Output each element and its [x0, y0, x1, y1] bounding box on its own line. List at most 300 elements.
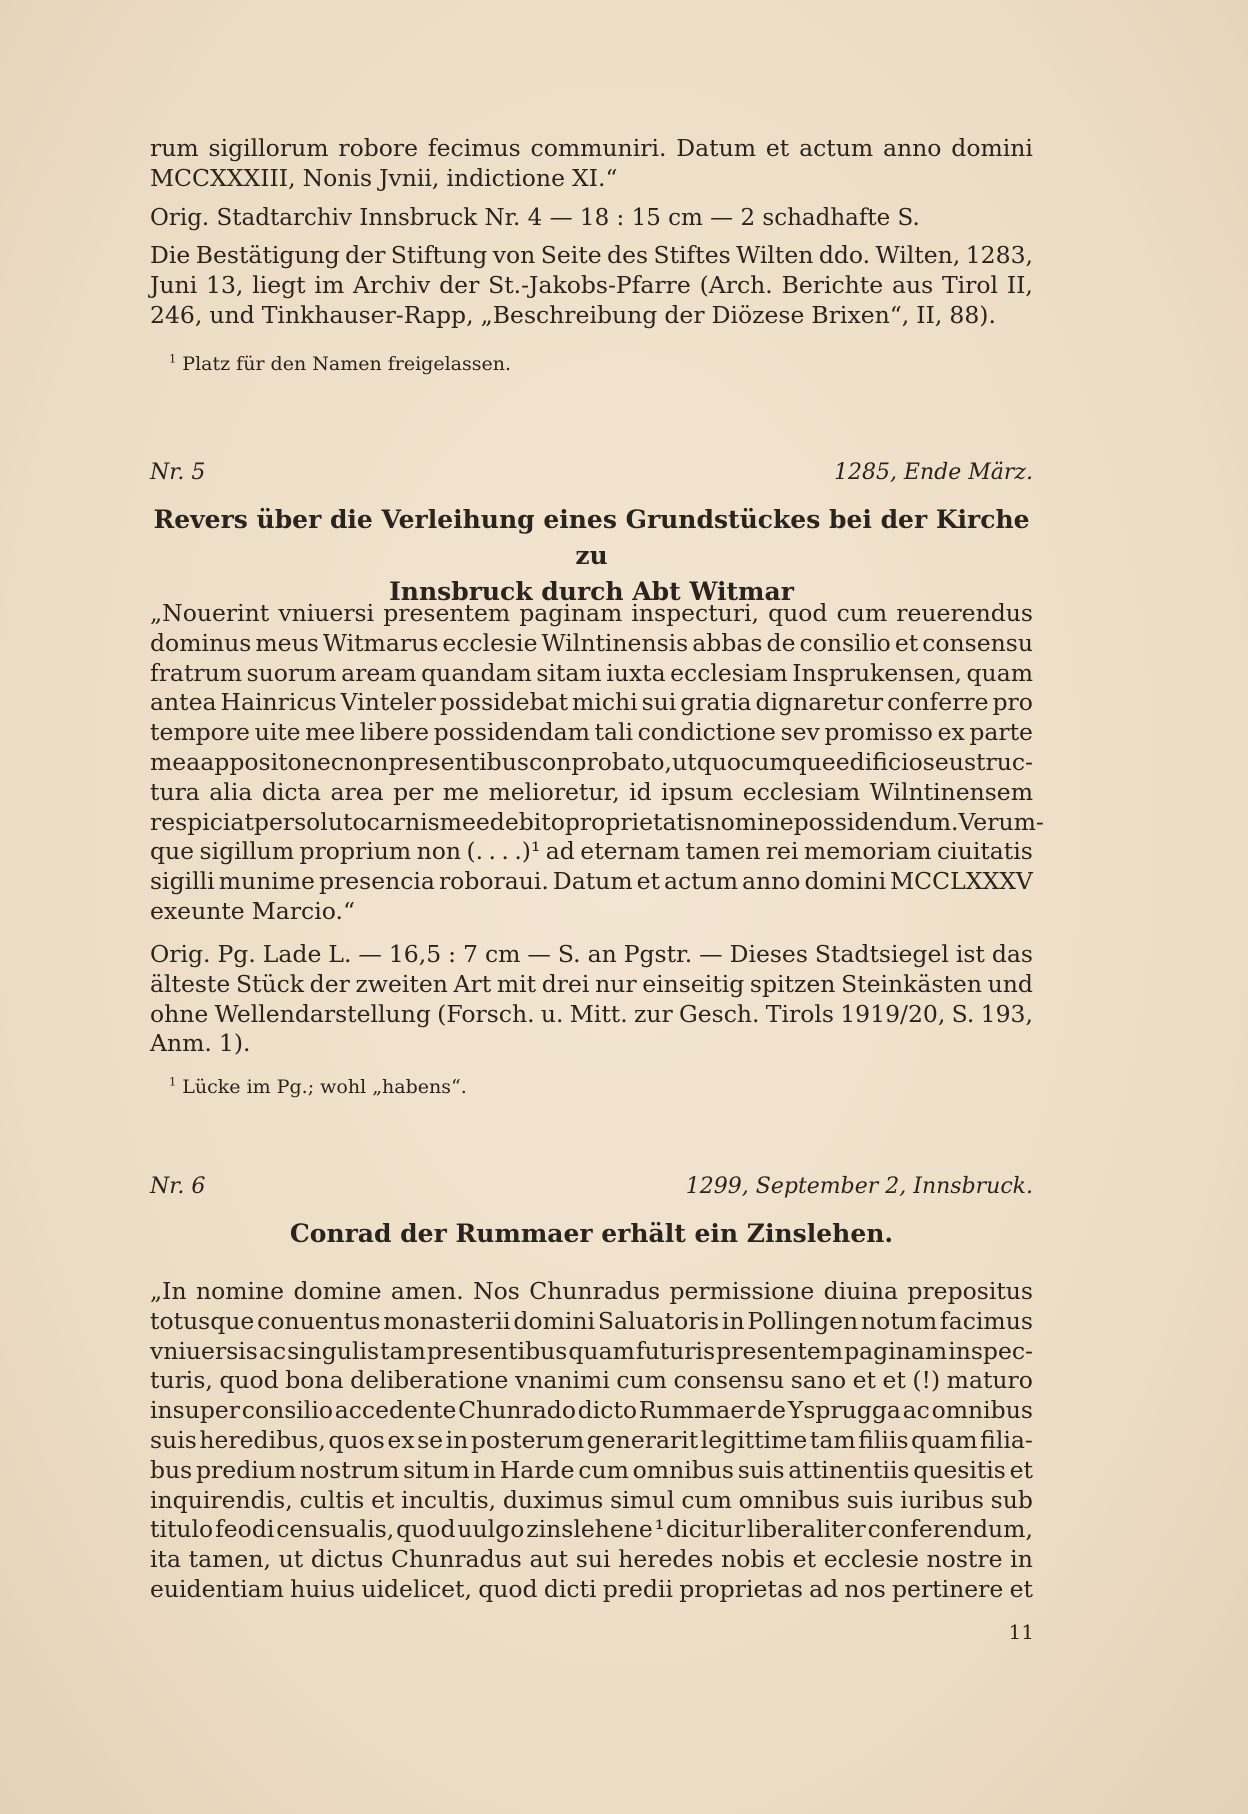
word: parte	[969, 718, 1033, 747]
word: quos	[328, 1425, 385, 1454]
word: predii	[602, 1574, 674, 1603]
word: quam	[966, 658, 1033, 687]
text-line	[150, 688, 1033, 718]
word: ac	[902, 1396, 930, 1425]
word: (Arch.	[699, 270, 773, 299]
word: aus	[891, 270, 934, 299]
word: notum	[861, 1306, 938, 1335]
word: quod	[478, 1574, 538, 1603]
word: 7	[463, 940, 478, 968]
word: conferendum,	[867, 1515, 1033, 1544]
word: sui	[641, 688, 677, 717]
word: Tinkhauser-Rapp,	[261, 300, 474, 329]
word: das	[991, 940, 1033, 968]
word: prepositus	[907, 1277, 1033, 1305]
word: et	[792, 1545, 817, 1574]
word: gratia	[680, 688, 752, 717]
word: L.	[328, 940, 352, 968]
word: Steinkästen	[841, 969, 982, 998]
word: Stadtsiegel	[814, 940, 949, 968]
word: Diözese	[711, 300, 805, 329]
word: aut	[529, 1545, 569, 1574]
word: ut	[672, 747, 697, 776]
text-line	[150, 837, 1033, 867]
word: 1283,	[965, 241, 1033, 269]
word: cultis	[299, 1485, 365, 1514]
word: suorum	[246, 658, 337, 687]
text-line	[150, 241, 1033, 271]
word: simul	[610, 1485, 675, 1514]
document-header	[150, 1174, 1033, 1199]
quote-continuation	[150, 134, 1033, 194]
word: edificio	[835, 747, 923, 776]
word: quam	[911, 1425, 978, 1454]
word: Berichte	[781, 270, 884, 299]
word: „In	[150, 1277, 187, 1305]
word: 88).	[949, 300, 996, 329]
word: vniuersis	[150, 1336, 258, 1365]
word: mee	[305, 718, 356, 747]
word: Verum-	[958, 807, 1044, 836]
word: (Forsch.	[437, 999, 535, 1028]
text-line	[150, 778, 1033, 808]
text-line	[150, 940, 1033, 970]
word: possidendam	[433, 718, 590, 747]
word: et	[765, 134, 790, 162]
word: spitzen	[749, 969, 836, 998]
word: cum	[578, 1455, 629, 1484]
document-date: 1285, Ende März.	[833, 460, 1033, 485]
word: titulo	[150, 1515, 214, 1544]
word: bus	[150, 1455, 193, 1484]
word: uidelicet,	[361, 1574, 472, 1603]
word: nomine	[195, 1277, 285, 1305]
word: et	[882, 1366, 906, 1395]
word: melioretur,	[488, 777, 620, 806]
word: ex	[387, 1425, 415, 1454]
word: nur	[595, 969, 637, 998]
word: consensu	[673, 1366, 785, 1395]
word: amen.	[390, 1277, 464, 1305]
word: eternam	[580, 837, 681, 866]
word: totusque	[150, 1306, 255, 1335]
word: proprietas	[679, 1574, 803, 1603]
word: in	[473, 1455, 497, 1484]
word: und	[209, 300, 255, 329]
word: Wilntinensem	[869, 777, 1033, 806]
word: omnibus	[632, 1455, 734, 1484]
word: exeunte	[150, 896, 245, 925]
text-line	[150, 867, 1033, 897]
document-header	[150, 460, 1033, 485]
word: nostrum	[299, 1455, 400, 1484]
word: tura	[150, 777, 200, 806]
word: et	[1009, 1455, 1033, 1484]
orig-note	[150, 940, 1033, 1059]
word: meus	[255, 628, 319, 657]
word: presentem	[716, 1336, 844, 1365]
word: ohne	[150, 999, 209, 1028]
word: Hainricus	[220, 688, 337, 717]
word: sub	[990, 1485, 1033, 1514]
word: possidebat	[439, 688, 569, 717]
word: Pollingen	[747, 1306, 859, 1335]
word: quocumque	[696, 747, 836, 776]
word: respiciat	[150, 807, 254, 836]
word: possidendum.	[793, 807, 959, 836]
word: quod	[219, 1366, 279, 1395]
word: reuerendus	[896, 599, 1033, 627]
word: debito	[489, 807, 565, 836]
word: quandam	[421, 658, 532, 687]
word: incultis,	[401, 1485, 497, 1514]
word: suis	[737, 1455, 785, 1484]
word: Wilten,	[875, 241, 961, 269]
word: ist	[955, 940, 985, 968]
word: mee	[439, 807, 490, 836]
word: de	[757, 1396, 787, 1425]
word: und	[987, 969, 1033, 998]
word: II,	[1006, 270, 1033, 299]
word: et	[852, 1366, 876, 1395]
word: consilio	[241, 1396, 333, 1425]
word: Bestätigung	[195, 241, 340, 269]
word: diuina	[823, 1277, 899, 1305]
word: pro	[992, 688, 1033, 717]
word: sigilli	[150, 867, 215, 896]
text-line	[150, 1000, 1033, 1030]
word: de	[766, 628, 796, 657]
word: ecclesie	[823, 1545, 919, 1574]
word: mit	[496, 969, 537, 998]
word: suis	[150, 1425, 197, 1454]
word: Harde	[499, 1455, 575, 1484]
word: rei	[765, 837, 799, 866]
word: ad	[809, 1574, 839, 1603]
word: euidentiam	[150, 1574, 284, 1603]
word: se	[417, 1425, 444, 1454]
word: tam	[380, 1336, 426, 1365]
word: bona	[285, 1366, 344, 1395]
word: actum	[663, 867, 739, 896]
word: tam	[809, 1425, 856, 1454]
word: monasterii	[383, 1306, 511, 1335]
word: u.	[540, 999, 564, 1028]
word: Juni	[150, 270, 198, 299]
word: cum	[836, 599, 888, 627]
word: Jvnii,	[379, 163, 440, 192]
word: indictione	[446, 163, 565, 192]
text-line	[150, 1307, 1033, 1337]
document-number: Nr. 5	[150, 460, 206, 485]
word: ecclesiam	[670, 658, 788, 687]
text-line	[150, 1486, 1033, 1516]
text-line	[150, 718, 1033, 748]
word: consilio	[799, 628, 891, 657]
word: iuxta	[606, 658, 666, 687]
word: attinentiis	[788, 1455, 910, 1484]
document-text	[150, 1277, 1033, 1605]
word: anno	[742, 867, 801, 896]
word: Nos	[473, 1277, 520, 1305]
word: Stiftung	[390, 241, 488, 269]
word: der	[439, 270, 480, 299]
footnote-mark: 1	[169, 1074, 177, 1089]
word: huius	[290, 1574, 356, 1603]
word: aream	[341, 658, 417, 687]
word: inspec-	[948, 1336, 1033, 1365]
document-text	[150, 599, 1044, 927]
text-line	[150, 1426, 1033, 1456]
word: persoluto	[253, 807, 367, 836]
word: XI.“	[572, 163, 618, 192]
word: rum	[150, 134, 199, 162]
word: dicto	[577, 1396, 638, 1425]
word: paginam	[519, 599, 623, 627]
word: dicta	[261, 777, 322, 806]
word: des	[607, 241, 649, 269]
word: einseitig	[642, 969, 745, 998]
word: (!)	[912, 1366, 941, 1395]
word: Die	[150, 241, 191, 269]
text-line	[150, 1277, 1033, 1307]
word: presentibus	[426, 1336, 568, 1365]
word: que	[150, 837, 195, 866]
word: nobis	[721, 1545, 785, 1574]
word: an	[587, 940, 617, 968]
title-line: Revers über die Verleihung eines Grundstückes bei der Kirche zu	[153, 505, 1030, 570]
word: der	[664, 300, 705, 329]
word: paginam	[844, 1336, 948, 1365]
word: Orig.	[150, 940, 211, 968]
word: actum	[799, 134, 874, 162]
word: michi	[572, 688, 638, 717]
word: conuentus	[257, 1306, 381, 1335]
word: zweiten	[355, 969, 448, 998]
word: Pgstr.	[623, 940, 693, 968]
word: liegt	[252, 270, 306, 299]
text-line	[150, 748, 1033, 778]
text-line	[150, 970, 1033, 1000]
word: —	[358, 940, 382, 968]
word: ddo.	[818, 241, 871, 269]
word: necnon	[301, 747, 389, 776]
word: in	[445, 1425, 469, 1454]
word: „Nouerint	[150, 599, 270, 627]
word: Stück	[235, 969, 305, 998]
word: memoriam	[803, 837, 932, 866]
word: domini	[513, 1306, 596, 1335]
word: per	[393, 777, 434, 806]
word: nostre	[926, 1545, 1003, 1574]
word: et	[894, 628, 919, 657]
word: fratrum	[150, 658, 243, 687]
text-line	[150, 301, 1033, 331]
word: omnibus	[931, 1396, 1033, 1425]
word: condictione	[637, 718, 776, 747]
word: inspecturi,	[631, 599, 760, 627]
word: uulgo	[457, 1515, 525, 1544]
word: St.-Jakobs-Pfarre	[488, 270, 691, 299]
word: turis,	[150, 1366, 213, 1395]
word: in	[1010, 1545, 1033, 1574]
word: MCCXXXIII,	[150, 163, 296, 192]
word: suis	[846, 1485, 894, 1514]
word: Art	[453, 969, 492, 998]
word: proprium	[299, 837, 412, 866]
word: fecimus	[427, 134, 521, 162]
title-line: Innsbruck durch Abt Witmar	[389, 577, 794, 606]
word: Datum	[552, 867, 633, 896]
word: ecclesiam	[742, 777, 861, 806]
word: Datum	[676, 134, 757, 162]
text-line	[150, 1396, 1033, 1426]
word: uite	[254, 718, 301, 747]
word: „Beschreibung	[480, 300, 658, 329]
word: der	[309, 969, 350, 998]
word: domine	[293, 1277, 382, 1305]
word: abbas	[692, 628, 763, 657]
word: censualis,	[276, 1515, 395, 1544]
word: Archiv	[353, 270, 431, 299]
word: sui	[575, 1545, 611, 1574]
word: Mitt.	[569, 999, 628, 1028]
text-line	[150, 807, 1044, 838]
word: 193,	[980, 999, 1033, 1028]
word: —	[699, 940, 723, 968]
text-line	[150, 1515, 1033, 1545]
text-line	[150, 271, 1033, 301]
text-line	[150, 1366, 1033, 1396]
word: legittime	[700, 1425, 808, 1454]
word: drei	[541, 969, 590, 998]
word: iuribus	[900, 1485, 984, 1514]
footnote	[150, 1074, 1052, 1100]
word: 16,5	[388, 940, 442, 968]
word: sano	[790, 1366, 847, 1395]
word: 1919/20,	[840, 999, 946, 1028]
word: proprietatis	[564, 807, 706, 836]
word: Pg.	[217, 940, 256, 968]
word: Vinteler	[340, 688, 436, 717]
word: presentem	[383, 599, 511, 627]
word: Dieses	[729, 940, 808, 968]
word: 246,	[150, 300, 203, 329]
word: vniuersi	[278, 599, 375, 627]
word: area	[330, 777, 384, 806]
word: mea	[150, 747, 201, 776]
word: .	[501, 837, 509, 866]
footnote-mark: 1	[169, 351, 177, 366]
word: alia	[209, 777, 253, 806]
word: Seite	[540, 241, 602, 269]
word: nos	[844, 1574, 886, 1603]
word: Chunrado	[458, 1396, 576, 1425]
word: sigillum	[199, 837, 295, 866]
word: der	[345, 241, 386, 269]
text-line	[150, 1337, 1033, 1367]
footnote-text: Platz für den Namen freigelassen.	[182, 353, 512, 375]
word: feodi	[215, 1515, 275, 1544]
word: tali	[594, 718, 634, 747]
footnote-text: Lücke im Pg.; wohl „habens“.	[182, 1076, 467, 1098]
word: presentibus	[388, 747, 529, 776]
word: sigillorum	[208, 134, 329, 162]
word: zur	[633, 999, 673, 1028]
text-line	[150, 1545, 1033, 1575]
word: conprobato,	[528, 747, 672, 776]
word: non	[416, 837, 462, 866]
word: presencia	[318, 867, 435, 896]
word: deliberatione	[350, 1366, 509, 1395]
word: duximus	[502, 1485, 604, 1514]
word: Saluatoris	[597, 1306, 720, 1335]
word: dicitur	[666, 1515, 746, 1544]
text-line	[150, 897, 1033, 927]
word: tempore	[150, 718, 250, 747]
word: tamen	[685, 837, 761, 866]
word: Rummaer	[638, 1396, 756, 1425]
word: struc-	[963, 747, 1033, 776]
word: dignaretur	[755, 688, 884, 717]
confirmation-note	[150, 241, 1033, 330]
word: insuper	[150, 1396, 241, 1425]
footnote	[150, 351, 1052, 377]
word: quam	[568, 1336, 635, 1365]
word: Nonis	[302, 163, 373, 192]
word: Tirols	[765, 999, 834, 1028]
word: liberaliter	[746, 1515, 866, 1544]
word: ex	[937, 718, 965, 747]
word: Chunradus	[529, 1277, 661, 1305]
word: apposito	[200, 747, 302, 776]
word: omnibus	[738, 1485, 840, 1514]
word: situm	[403, 1455, 470, 1484]
word: Anm.	[150, 1029, 212, 1058]
word: libere	[359, 718, 430, 747]
word: accedente	[334, 1396, 457, 1425]
word: von	[492, 241, 536, 269]
word: 13,	[206, 270, 244, 299]
word: pertinere	[892, 1574, 1004, 1603]
word: permissione	[669, 1277, 815, 1305]
word: domini	[804, 867, 887, 896]
word: Wellendarstellung	[214, 999, 431, 1028]
text-line	[150, 629, 1033, 659]
word: sev	[780, 718, 820, 747]
word: conferre	[887, 688, 989, 717]
word: —	[527, 940, 551, 968]
text-line	[150, 659, 1033, 689]
word: Marcio.“	[251, 896, 355, 925]
word: communiri.	[530, 134, 667, 162]
document-title	[150, 502, 1033, 610]
word: Ysprugga	[787, 1396, 901, 1425]
word: seu	[922, 747, 964, 776]
word: ad	[545, 837, 575, 866]
word: filia-	[980, 1425, 1033, 1454]
word: MCCLXXXV	[890, 867, 1033, 896]
word: dicti	[543, 1574, 597, 1603]
word: ¹	[654, 1515, 665, 1544]
word: carnis	[366, 807, 440, 836]
word: :	[448, 940, 457, 968]
word: promisso	[824, 718, 933, 747]
word: Gesch.	[678, 999, 760, 1028]
word: Stiftes	[653, 241, 731, 269]
word: (.	[466, 837, 484, 866]
word: facimus	[940, 1306, 1033, 1335]
